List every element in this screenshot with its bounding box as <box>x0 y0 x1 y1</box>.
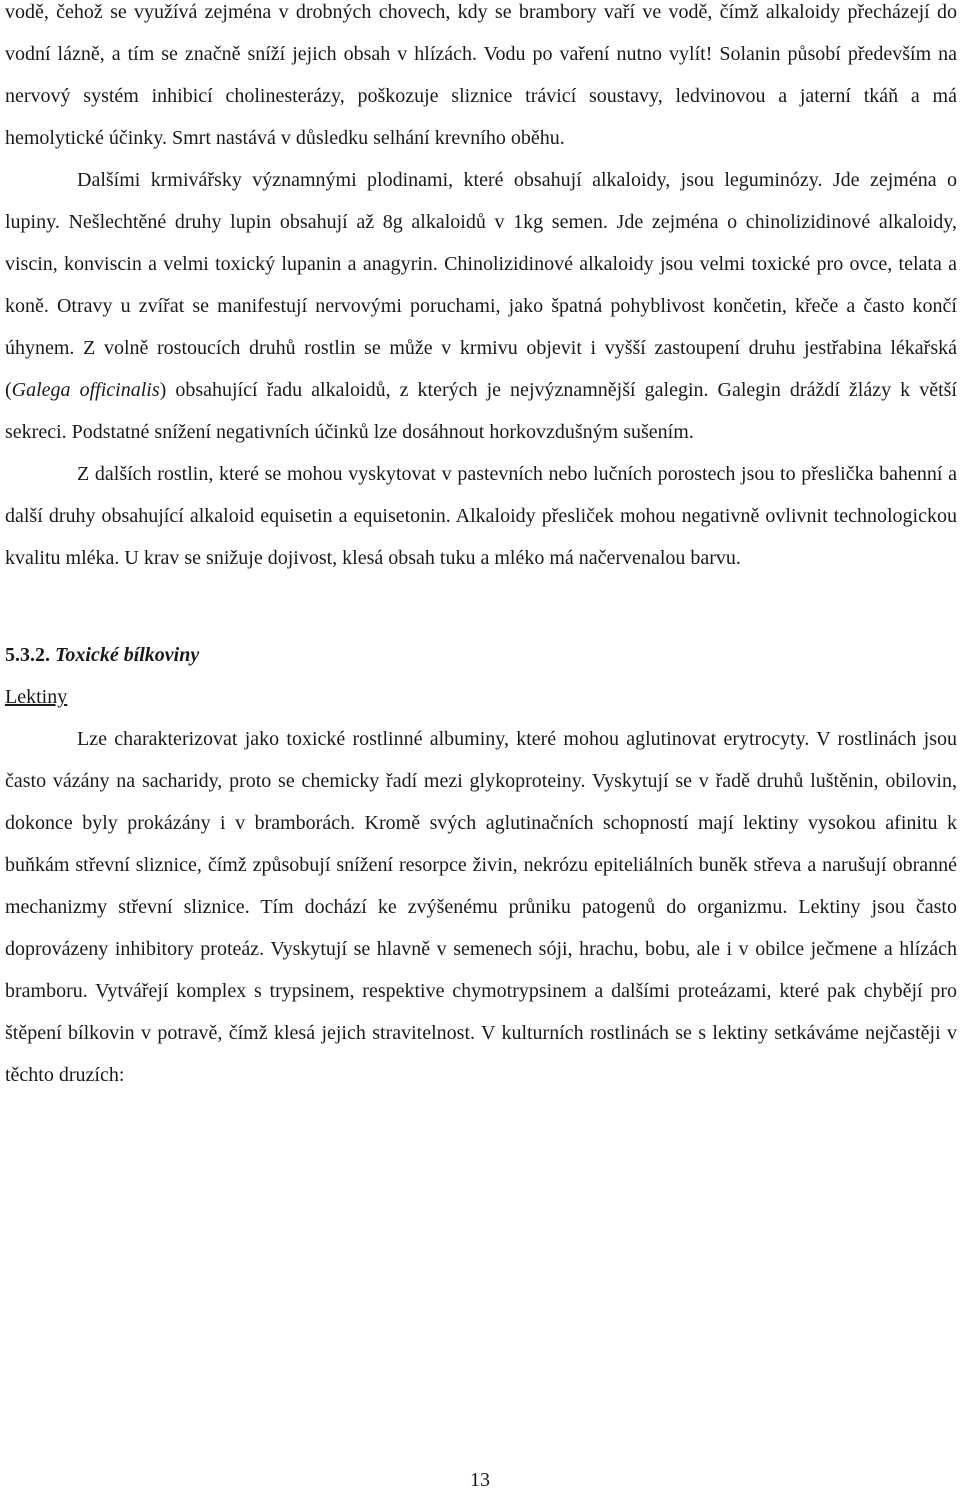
legumes-text-end: ) obsahující řadu alkaloidů, z kterých je nejvýznamnější galegin. Galegin dráždí žlázy k větší sekreci. Podstatné snížení negativních účinků lze dosáhnout horkovzdušným sušením. <box>5 379 957 443</box>
subsection-heading: Lektiny <box>5 686 68 708</box>
legumes-text-start: Dalšími krmivářsky významnými plodinami, které obsahují alkaloidy, jsou leguminózy. Jde zejména o lupiny. Nešlechtěné druhy lupin obsahují až 8g alkaloidů v 1kg semen. Jde zejména o chinolizidinové alkaloidy, viscin, konviscin a velmi toxický lupanin a anagyrin. Chinolizidinové alkaloidy jsou velmi toxické pro ovce, telata a koně. Otravy u zvířat se manifestují nervovými poruchami, jako špatná pohyblivost končetin, křeče a často končí úhynem. Z volně rostoucích druhů rostlin se může v krmivu objevit i vyšší zastoupení druhu jestřabina lékařská ( <box>5 169 957 401</box>
section-heading <box>5 634 957 676</box>
section-number: 5.3.2. <box>5 644 50 666</box>
species-name-galega: Galega officinalis <box>11 379 160 401</box>
paragraph-alkaloids-continued: vodě, čehož se využívá zejména v drobných chovech, kdy se brambory vaří ve vodě, čímž alkaloidy přecházejí do vodní lázně, a tím se značně sníží jejich obsah v hlízách. Vodu po vaření nutno vylít! Solanin působí především na nervový systém inhibicí cholinesterázy, poškozuje sliznice trávicí soustavy, ledvinovou a jaterní tkáň a má hemolytické účinky. Smrt nastává v důsledku selhání krevního oběhu. <box>5 1 957 149</box>
paragraph-horsetail: Z dalších rostlin, které se mohou vyskytovat v pastevních nebo lučních porostech jsou to přeslička bahenní a další druhy obsahující alkaloid equisetin a equisetonin. Alkaloidy přesliček mohou negativně ovlivnit technologickou kvalitu mléka. U krav se snižuje dojivost, klesá obsah tuku a mléko má načervenalou barvu. <box>5 463 957 569</box>
page-number: 13 <box>470 1469 490 1491</box>
paragraph-lectins: Lze charakterizovat jako toxické rostlinné albuminy, které mohou aglutinovat erytrocyty. V rostlinách jsou často vázány na sacharidy, proto se chemicky řadí mezi glykoproteiny. Vyskytují se v řadě druhů luštěnin, obilovin, dokonce byly prokázány i v bramborách. Kromě svých aglutinačních schopností mají lektiny vysokou afinitu k buňkám střevní sliznice, čímž způsobují snížení resorpce živin, nekrózu epiteliálních buněk střeva a narušují obranné mechanizmy střevní sliznice. Tím dochází ke zvýšenému průniku patogenů do organizmu. Lektiny jsou často doprovázeny inhibitory proteáz. Vyskytují se hlavně v semenech sóji, hrachu, bobu, ale i v obilce ječmene a hlízách bramboru. Vytvářejí komplex s trypsinem, respektive chymotrypsinem a dalšími proteázami, které pak chybějí pro štěpení bílkovin v potravě, čímž klesá jejich stravitelnost. V kulturních rostlinách se s lektiny setkáváme nejčastěji v těchto druzích: <box>5 728 957 1086</box>
paragraph-legumes <box>5 159 957 453</box>
document-page <box>5 0 957 1096</box>
section-title: Toxické bílkoviny <box>55 644 200 666</box>
